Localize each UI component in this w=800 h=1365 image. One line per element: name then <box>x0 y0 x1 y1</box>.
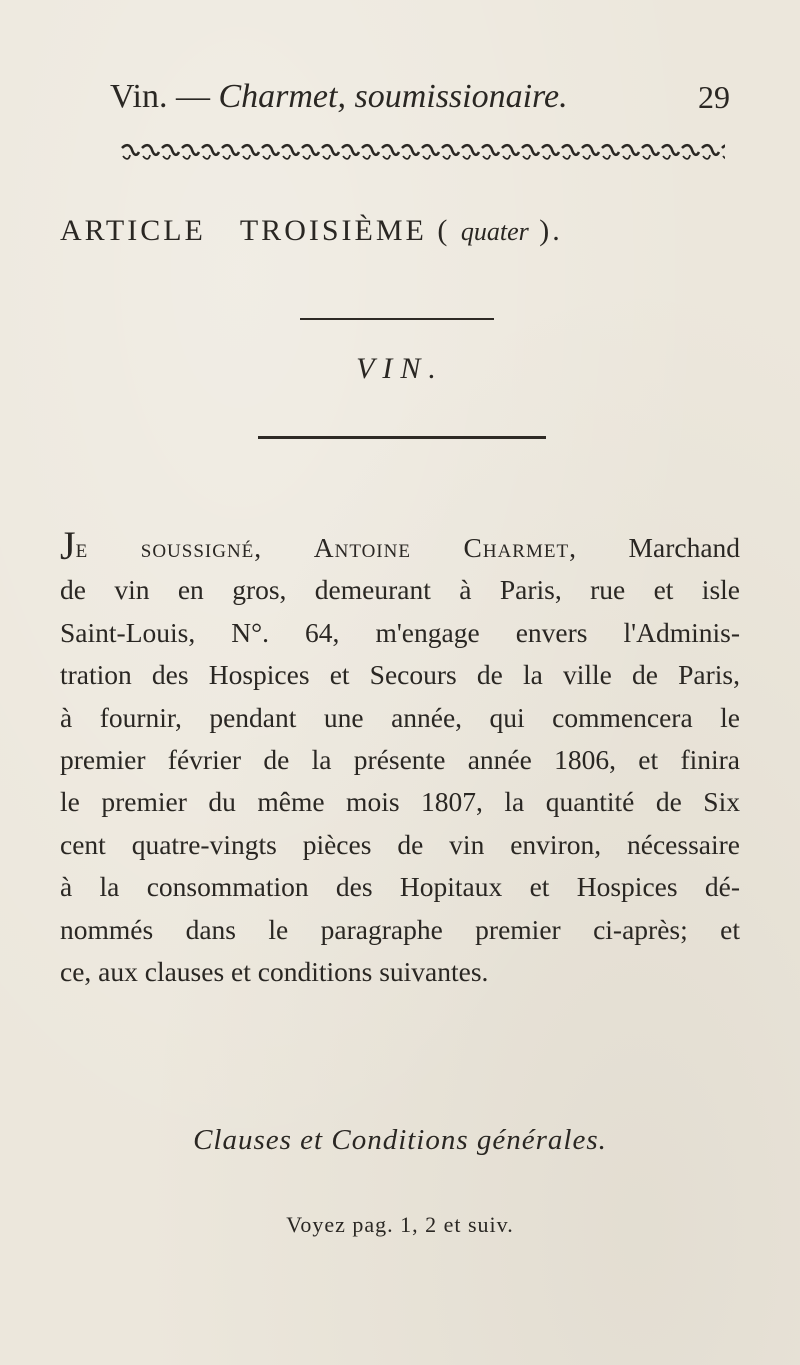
clauses-heading: Clauses et Conditions générales. <box>193 1124 607 1156</box>
body-line: à fournir, pendant une année, qui commencera le <box>60 701 740 733</box>
open-paren: ( <box>437 214 451 247</box>
running-head-title <box>110 72 568 122</box>
body-line-last: ce, aux clauses et conditions suivantes. <box>60 955 489 987</box>
page-number: 29 <box>698 79 730 115</box>
body-line: le premier du même mois 1807, la quantité de Six <box>60 786 740 818</box>
body-paragraph <box>60 523 741 993</box>
running-head-italic: Charmet, soumissionaire. <box>218 78 568 115</box>
quater-label: quater <box>460 217 529 246</box>
body-line: Saint-Louis, N°. 64, m'engage envers l'Adminis- <box>60 616 740 648</box>
body-caps-a: e soussigné, <box>75 532 263 563</box>
running-head <box>110 72 730 122</box>
drop-cap: J <box>60 523 76 568</box>
body-line: premier février de la présente année 1806, et finira <box>60 743 740 775</box>
divider-rule-short <box>300 318 494 320</box>
body-line: de vin en gros, demeurant à Paris, rue et isle <box>60 574 740 606</box>
article-word: ARTICLE <box>60 214 206 247</box>
decorative-ornament-band <box>120 142 725 164</box>
body-line: à la consommation des Hopitaux et Hospices dé- <box>60 871 740 903</box>
body-line: tration des Hospices et Secours de la ville de Paris, <box>60 659 740 691</box>
body-line1-rest: Marchand <box>628 532 741 563</box>
body-line: nommés dans le paragraphe premier ci-après; et <box>60 913 740 945</box>
body-caps-b: Antoine Charmet, <box>313 532 577 563</box>
divider-rule-long <box>258 436 546 439</box>
running-head-prefix: Vin. — <box>110 78 219 115</box>
article-number-word: TROISIÈME <box>239 214 427 247</box>
section-title: VIN. <box>356 352 444 385</box>
body-line-first <box>60 523 741 569</box>
page-reference-note: Voyez pag. 1, 2 et suiv. <box>286 1212 514 1237</box>
body-line: cent quatre-vingts pièces de vin environ, nécessaire <box>60 828 740 860</box>
close-paren: ). <box>539 214 563 247</box>
article-heading <box>60 214 740 248</box>
